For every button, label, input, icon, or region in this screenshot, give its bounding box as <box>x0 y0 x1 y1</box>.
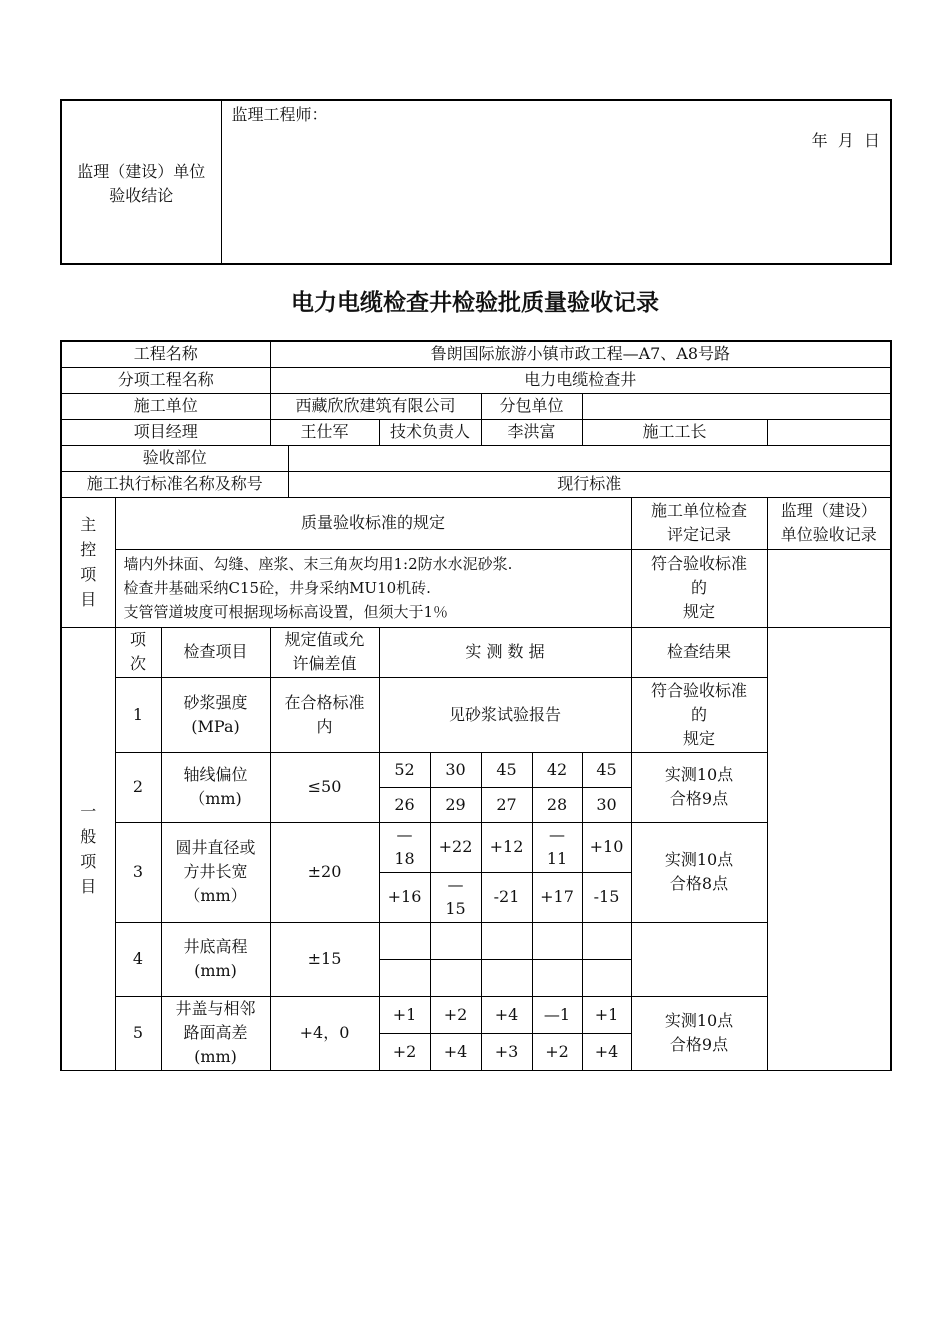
row-item: 圆井直径或 方井长宽 （mm） <box>161 822 270 922</box>
foreman-label: 施工工长 <box>582 419 767 445</box>
main-control-label: 主控项目 <box>80 515 97 609</box>
data-cell: 27 <box>481 787 532 822</box>
row-spec: ±20 <box>270 822 379 922</box>
data-cell <box>481 922 532 959</box>
col-item-header: 检查项目 <box>161 627 270 677</box>
data-cell <box>379 959 430 996</box>
col-result-header: 检查结果 <box>631 627 767 677</box>
data-cell <box>379 922 430 959</box>
inspection-record-table <box>60 340 892 1071</box>
general-label-cell <box>61 627 115 1070</box>
project-name: 鲁朗国际旅游小镇市政工程—A7、A8号路 <box>270 341 891 367</box>
accept-part-label: 验收部位 <box>61 445 288 471</box>
spec-text: 墙内外抹面、勾缝、座浆、末三角灰均用1:2防水水泥砂浆. 检查井基础采纳C15砼，井身采纳MU10机砖. 支管管道坡度可根据现场标高设置，但须大于1％ <box>115 549 631 627</box>
data-cell: +22 <box>430 822 481 872</box>
row-spec: +4，0 <box>270 996 379 1070</box>
standard-label: 施工执行标准名称及称号 <box>61 471 288 497</box>
data-cell: 26 <box>379 787 430 822</box>
data-cell: +16 <box>379 872 430 922</box>
spec-header: 质量验收标准的规定 <box>115 497 631 549</box>
data-cell: +2 <box>430 996 481 1033</box>
data-cell: — 15 <box>430 872 481 922</box>
row-no: 2 <box>115 752 161 822</box>
data-cell <box>532 959 582 996</box>
sub-project: 电力电缆检查井 <box>270 367 891 393</box>
row-no: 1 <box>115 677 161 752</box>
data-cell <box>430 922 481 959</box>
supervisor-header: 监理（建设） 单位验收记录 <box>767 497 891 549</box>
row-data-text: 见砂浆试验报告 <box>379 677 631 752</box>
row-result: 实测10点 合格8点 <box>631 822 767 922</box>
row-result: 实测10点 合格9点 <box>631 752 767 822</box>
subcontractor-label: 分包单位 <box>481 393 582 419</box>
row-item: 井底高程 (mm) <box>161 922 270 996</box>
row-spec: 在合格标准 内 <box>270 677 379 752</box>
project-name-label: 工程名称 <box>61 341 270 367</box>
row-result: 符合验收标准 的 规定 <box>631 677 767 752</box>
data-cell: —1 <box>532 996 582 1033</box>
data-cell: -21 <box>481 872 532 922</box>
main-control-result: 符合验收标准 的 规定 <box>631 549 767 627</box>
contractor: 西藏欣欣建筑有限公司 <box>270 393 481 419</box>
data-cell <box>582 959 631 996</box>
contractor-label: 施工单位 <box>61 393 270 419</box>
supervision-conclusion-label: 监理（建设）单位 验收结论 <box>61 100 221 264</box>
data-cell <box>430 959 481 996</box>
col-spec-header: 规定值或允 许偏差值 <box>270 627 379 677</box>
data-cell: +12 <box>481 822 532 872</box>
tech-lead: 李洪富 <box>481 419 582 445</box>
data-cell: +17 <box>532 872 582 922</box>
data-cell: 45 <box>582 752 631 787</box>
tech-lead-label: 技术负责人 <box>379 419 481 445</box>
row-no: 5 <box>115 996 161 1070</box>
data-cell: 30 <box>582 787 631 822</box>
page-title: 电力电缆检查井检验批质量验收记录 <box>291 289 659 316</box>
row-item: 砂浆强度 (MPa) <box>161 677 270 752</box>
supervision-conclusion-cell <box>221 100 891 264</box>
standard: 现行标准 <box>288 471 891 497</box>
row-spec: ±15 <box>270 922 379 996</box>
general-label: 一般项目 <box>80 801 97 896</box>
data-cell: 29 <box>430 787 481 822</box>
accept-part <box>288 445 891 471</box>
col-data-header: 实 测 数 据 <box>379 627 631 677</box>
data-cell: 28 <box>532 787 582 822</box>
data-cell: +4 <box>481 996 532 1033</box>
sub-project-label: 分项工程名称 <box>61 367 270 393</box>
contractor-check-header: 施工单位检查 评定记录 <box>631 497 767 549</box>
data-cell: 52 <box>379 752 430 787</box>
data-cell: 30 <box>430 752 481 787</box>
data-cell: +4 <box>430 1033 481 1070</box>
data-cell: -15 <box>582 872 631 922</box>
data-cell: 42 <box>532 752 582 787</box>
row-item: 轴线偏位 （mm) <box>161 752 270 822</box>
row-no: 4 <box>115 922 161 996</box>
foreman <box>767 419 891 445</box>
data-cell: +10 <box>582 822 631 872</box>
subcontractor <box>582 393 891 419</box>
data-cell: +1 <box>379 996 430 1033</box>
main-control-label-cell <box>61 497 115 627</box>
row-result <box>631 922 767 996</box>
row-item: 井盖与相邻 路面高差 (mm) <box>161 996 270 1070</box>
data-cell: +2 <box>532 1033 582 1070</box>
supervision-conclusion-table <box>60 99 892 265</box>
data-cell <box>481 959 532 996</box>
engineer-label: 监理工程师： <box>231 105 328 124</box>
data-cell: — 18 <box>379 822 430 872</box>
data-cell: — 11 <box>532 822 582 872</box>
data-cell: +2 <box>379 1033 430 1070</box>
data-cell: +4 <box>582 1033 631 1070</box>
row-result: 实测10点 合格9点 <box>631 996 767 1070</box>
manager-label: 项目经理 <box>61 419 270 445</box>
data-cell: 45 <box>481 752 532 787</box>
row-spec: ≤50 <box>270 752 379 822</box>
col-no-header: 项 次 <box>115 627 161 677</box>
data-cell: +3 <box>481 1033 532 1070</box>
data-cell <box>532 922 582 959</box>
manager: 王仕军 <box>270 419 379 445</box>
general-supervisor-cell <box>767 627 891 1070</box>
data-cell <box>582 922 631 959</box>
row-no: 3 <box>115 822 161 922</box>
main-control-supervisor <box>767 549 891 627</box>
date-label: 年 月 日 <box>811 131 880 150</box>
data-cell: +1 <box>582 996 631 1033</box>
